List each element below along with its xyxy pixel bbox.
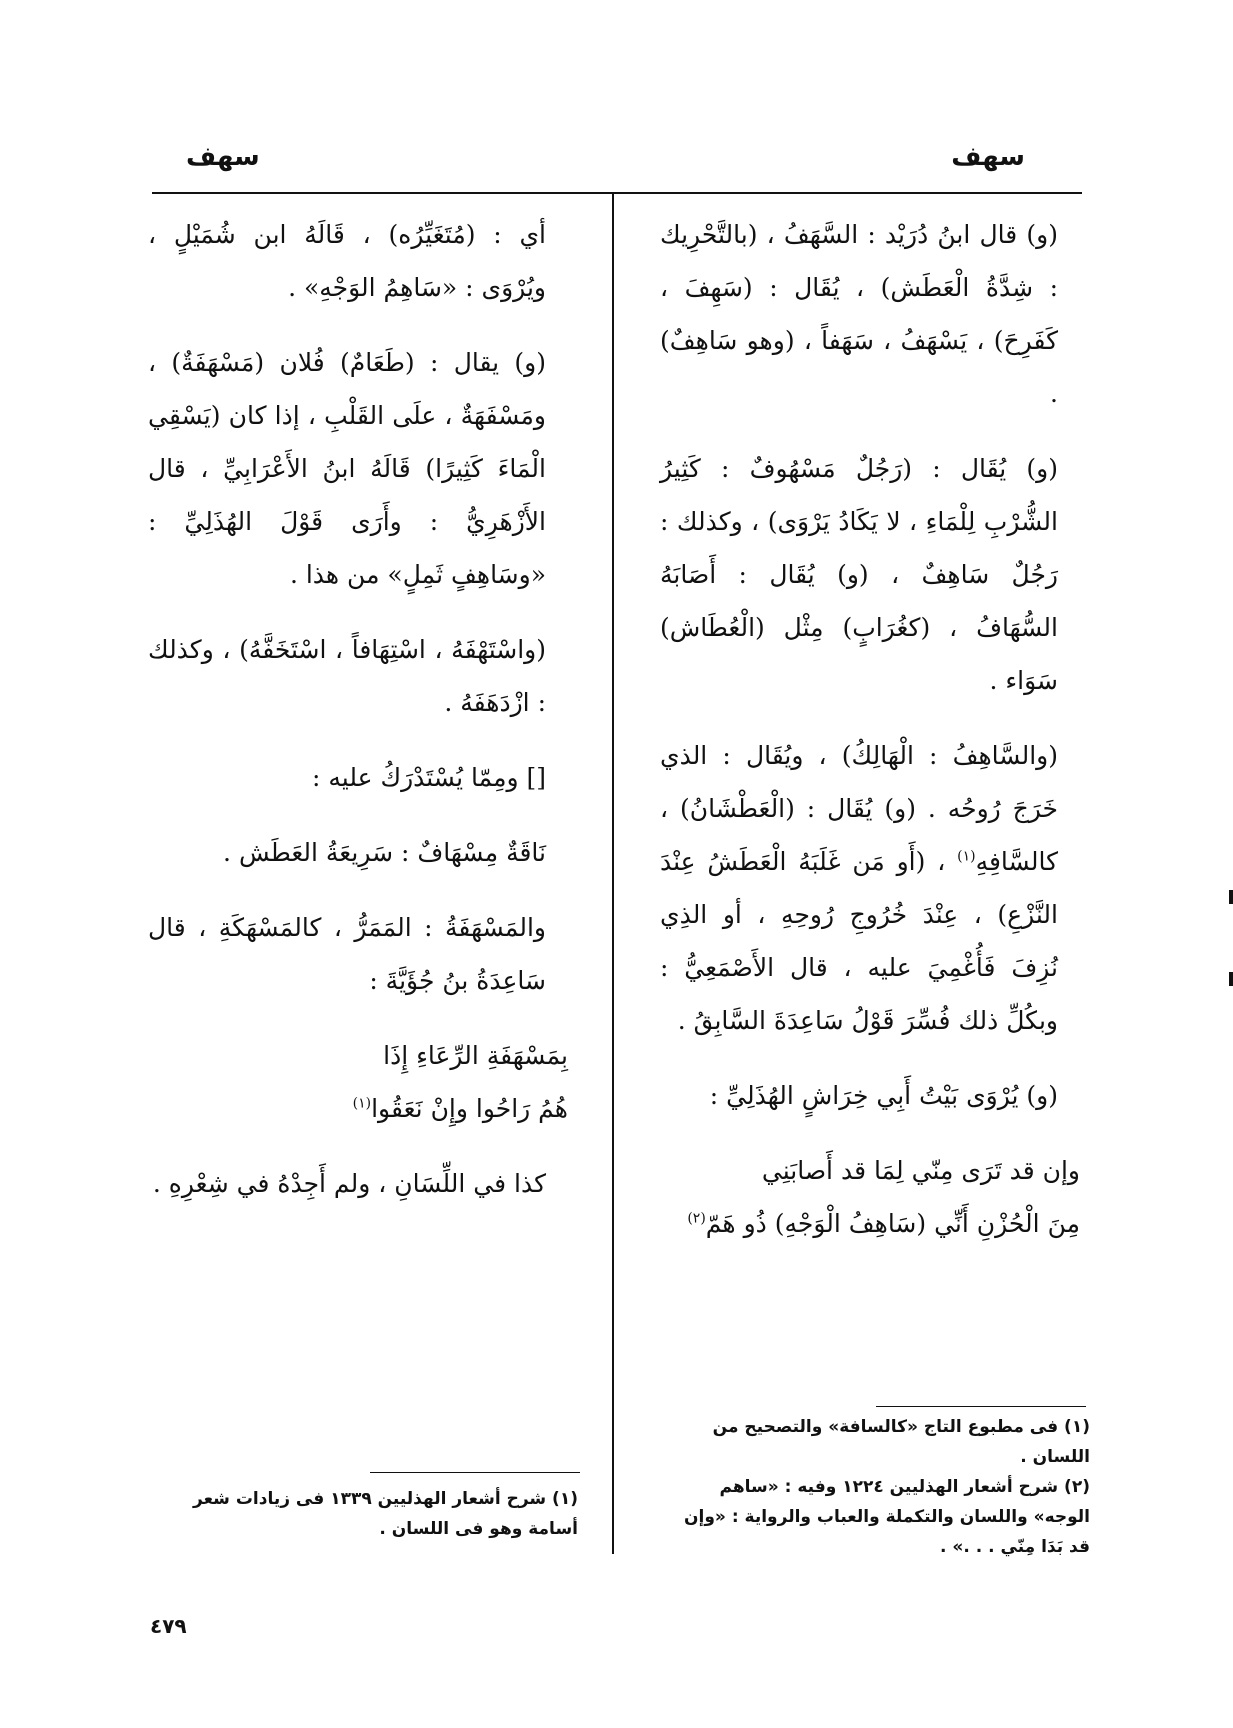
right-verse-line-2-text: مِنَ الْحُزْنِ أَنِّي (سَاهِفُ الْوَجْهِ) ذُو هَمّ: [705, 1209, 1080, 1238]
footnote-rule-right: [876, 1406, 1086, 1407]
right-paragraph-2: (و) يُقَال : (رَجُلٌ مَسْهُوفٌ : كَثِيرُ الشُّرْبِ لِلْمَاءِ ، لا يَكَادُ يَرْوَى) ، وكذلك : رَجُلٌ سَاهِفٌ ، (و) يُقَال : أَصَابَهُ السُّهَافُ ، (كغُرَابٍ) مِثْل (الْعُطَاش) سَوَاء .: [660, 454, 1058, 695]
left-footnotes: [148, 1484, 578, 1544]
right-footnotes: [660, 1412, 1090, 1562]
right-paragraph-1: (و) قال ابنُ دُرَيْد : السَّهَفُ ، (بالتَّحْرِيك : شِدَّةُ الْعَطَش) ، يُقَال : (سَهِفَ ، كَفَرِحَ) ، يَسْهَفُ ، سَهَفاً ، (وهو سَاهِفٌ) .: [660, 220, 1058, 408]
running-header-right: سهف: [951, 142, 1025, 172]
left-paragraph-1: أي : (مُتَغَيِّرُه) ، قَالَهُ ابن شُمَيْلٍ ، ويُرْوَى : «سَاهِمُ الوَجْهِ» .: [148, 220, 546, 302]
left-paragraph-7: كذا في اللِّسَانِ ، ولم أَجِدْهُ في شِعْرِهِ .: [152, 1169, 546, 1198]
footnote-ref-1: (١): [957, 848, 976, 865]
left-paragraph-6: والمَسْهَفَةُ : المَمَرُّ ، كالمَسْهَكَةِ ، قال سَاعِدَةُ بنُ جُؤَيَّةَ :: [148, 913, 546, 995]
footnote-rule-left: [370, 1472, 580, 1473]
left-paragraph-5: نَاقَةٌ مِسْهَافٌ : سَرِيعَةُ العَطَش .: [223, 838, 546, 867]
column-divider: [612, 194, 614, 1554]
left-verse-line-1: بِمَسْهَفَةِ الرِّعَاءِ إِذَا: [383, 1041, 568, 1070]
scan-edge-mark: [1229, 972, 1233, 986]
page-number: ٤٧٩: [150, 1614, 187, 1638]
right-paragraph-4: (و) يُرْوَى بَيْتُ أَبِي خِرَاشٍ الهُذَلِيِّ :: [709, 1081, 1058, 1110]
footnote-ref-2: (٢): [687, 1210, 706, 1227]
left-paragraph-2: (و) يقال : (طَعَامٌ) فُلان (مَسْهَفَةٌ) ، ومَسْفَهَةٌ ، علَى القَلْبِ ، إذا كان (يَسْقِي الْمَاءَ كَثِيرًا) قَالَهُ ابنُ الأَعْرَابِيِّ ، قال الأَزْهَرِيُّ : وأَرَى قَوْلَ الهُذَلِيِّ : «وسَاهِفٍ ثَمِلٍ» من هذا .: [148, 348, 546, 589]
right-paragraph-3: [660, 729, 1090, 1047]
left-verse: [148, 1029, 578, 1135]
left-footnote-1: (١) شرح أشعار الهذليين ١٣٣٩ فى زيادات شعر أسامة وهو فى اللسان .: [193, 1489, 578, 1539]
footnote-2: (٢) شرح أشعار الهذليين ١٢٢٤ وفيه : «ساهم الوجه» واللسان والتكملة والعباب والرواية : «وإن قد بَدَا مِنّي . . .» .: [684, 1477, 1090, 1557]
header-rule: [152, 192, 1082, 194]
running-header-left: سهف: [186, 142, 260, 172]
right-column: [660, 208, 1090, 1272]
left-paragraph-3: (واسْتَهْفَهُ ، اسْتِهَافاً ، اسْتَخَفَّهُ) ، وكذلك : ازْدَهَفَهُ .: [148, 635, 546, 717]
footnote-ref-left-1: (١): [352, 1095, 372, 1112]
right-paragraph-3-text-a: (والسَّاهِفُ : الْهَالِكُ) ، ويُقَال : الذي خَرَجَ رُوحُه . (و) يُقَال : (الْعَطْشَانُ) ، كالسَّافِهِ: [660, 741, 1058, 876]
footnote-1: (١) فى مطبوع التاج «كالسافة» والتصحيح من اللسان .: [712, 1417, 1090, 1467]
left-column: [148, 208, 578, 1232]
left-verse-line-2-text: هُمُ رَاحُوا وإِنْ نَعَقُوا: [371, 1094, 568, 1123]
right-verse-line-2: [660, 1197, 1080, 1250]
right-verse: [660, 1144, 1090, 1250]
right-paragraph-3-text-b: ، (أَو مَن غَلَبَهُ الْعَطَشُ عِنْدَ النَّزْعِ) ، عِنْدَ خُرُوجِ رُوحِهِ ، أو الذِي نُزِفَ فَأُغْمِيَ عليه ، قال الأَصْمَعِيُّ : وبكُلِّ ذلك فُسِّرَ قَوْلُ سَاعِدَةَ السَّابِقُ .: [660, 847, 1058, 1035]
scan-edge-mark: [1229, 890, 1233, 904]
right-verse-line-1: وإن قد تَرَى مِنّي لِمَا قد أَصابَنِي: [761, 1156, 1080, 1185]
left-verse-line-2: [148, 1082, 568, 1135]
left-paragraph-4: [] ومِمّا يُسْتَدْرَكُ عليه :: [312, 763, 546, 792]
